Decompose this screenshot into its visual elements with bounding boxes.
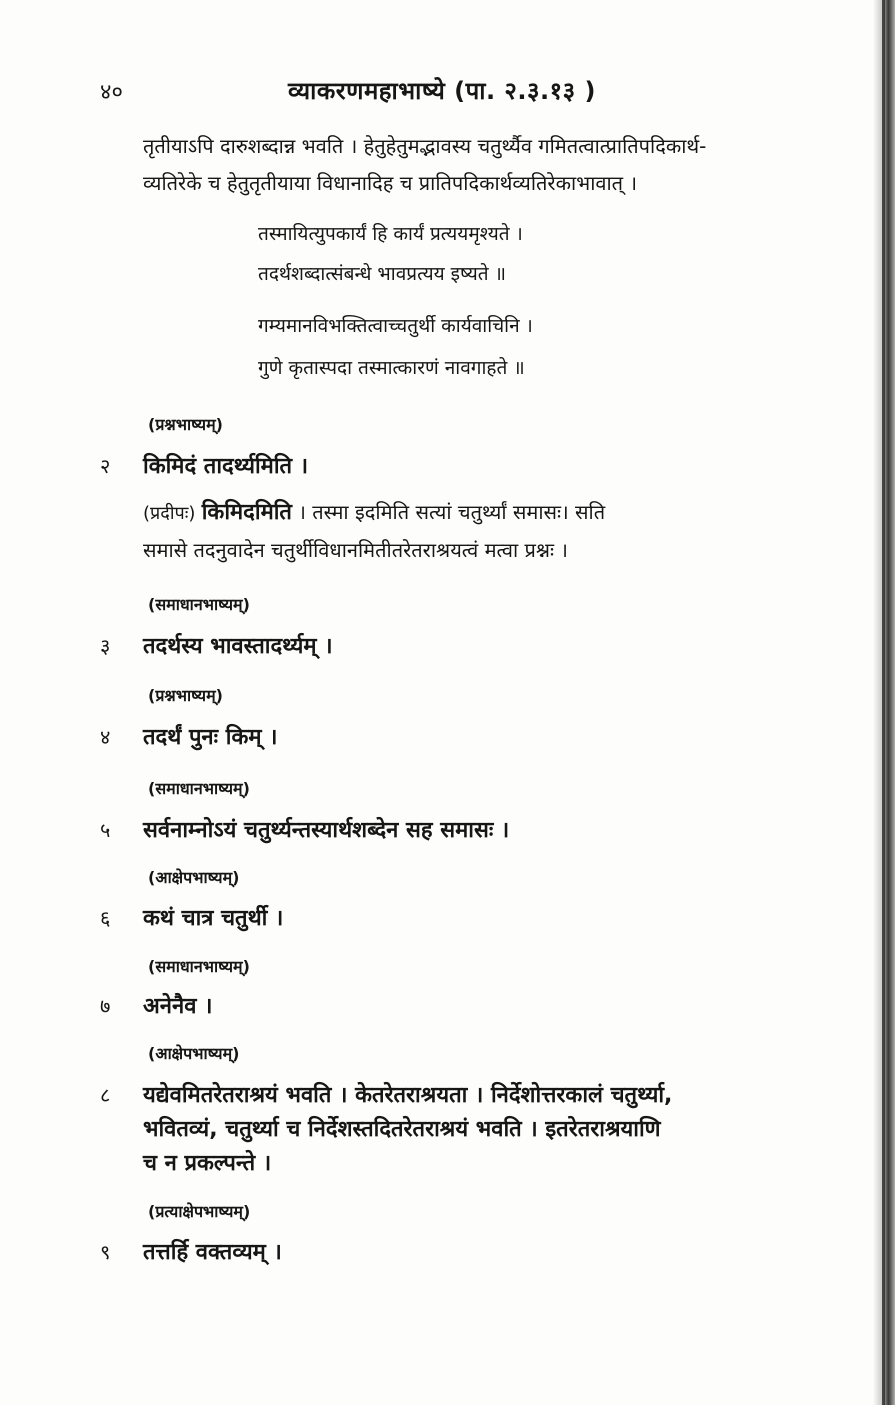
pradipa-line-2: समासे तदनुवादेन चतुर्थीविधानमितीतरेतराश्रयत्वं मत्वा प्रश्नः ।: [143, 538, 568, 562]
page-edge-line: [882, 0, 885, 1405]
verse-line-3: गम्यमानविभक्तित्वाच्चतुर्थी कार्यवाचिनि ।: [258, 315, 533, 337]
verse-line-4: गुणे कृतास्पदा तस्मात्कारणं नावगाहते ॥: [258, 357, 525, 379]
section-label: (प्रश्नभाष्यम्): [148, 415, 223, 434]
entry-text-line-2: भवितव्यं, चतुर्थ्या च निर्देशस्तदितरेतराश्रयं भवति । इतरेतराश्रयाणि: [143, 1117, 661, 1142]
entry-text: तदर्थं पुनः किम् ।: [143, 725, 278, 750]
entry-text-line-3: च न प्रकल्पन्ते ।: [143, 1151, 272, 1176]
pradipa-keyword: किमिदमिति: [201, 500, 292, 525]
section-label: (आक्षेपभाष्यम्): [148, 868, 240, 887]
section-label: (आक्षेपभाष्यम्): [148, 1044, 240, 1063]
entry-number: ९: [100, 1240, 111, 1264]
pradipa-label: (प्रदीपः): [143, 503, 196, 524]
section-label: (समाधानभाष्यम्): [148, 957, 250, 976]
intro-line-1: तृतीयाऽपि दारुशब्दान्न भवति । हेतुहेतुमद्भावस्य चतुर्थ्यैव गमितत्वात्प्रातिपदिकार्थ-: [143, 134, 707, 158]
entry-number: ६: [100, 906, 111, 930]
entry-text: सर्वनाम्नोऽयं चतुर्थ्यन्तस्यार्थशब्देन सह समासः ।: [143, 818, 510, 843]
entry-number: ७: [100, 994, 111, 1018]
section-label: (समाधानभाष्यम्): [148, 595, 250, 614]
entry-number: ८: [100, 1083, 111, 1107]
entry-text: तत्तर्हि वक्तव्यम् ।: [143, 1240, 282, 1265]
entry-number: ४: [100, 725, 111, 749]
section-label: (समाधानभाष्यम्): [148, 779, 250, 798]
section-label: (प्रश्नभाष्यम्): [148, 686, 223, 705]
entry-number: ३: [100, 634, 111, 658]
entry-text: किमिदं तादर्थ्यमिति ।: [143, 454, 309, 479]
pradipa-line-1-rest: । तस्मा इदमिति सत्यां चतुर्थ्यां समासः। सति: [298, 500, 606, 524]
pradipa-commentary: [143, 492, 793, 534]
entry-text: तदर्थस्य भावस्तादर्थ्यम् ।: [143, 634, 333, 659]
section-label: (प्रत्याक्षेपभाष्यम्): [148, 1202, 251, 1221]
entry-text-line-1: यद्येवमितरेतराश्रयं भवति । केतरेतराश्रयता । निर्देशोत्तरकालं चतुर्थ्या,: [143, 1083, 673, 1108]
intro-line-2: व्यतिरेके च हेतुतृतीयाया विधानादिह च प्रातिपदिकार्थव्यतिरेकाभावात् ।: [143, 171, 638, 195]
entry-number: ५: [100, 818, 111, 842]
entry-text: कथं चात्र चतुर्थी ।: [143, 906, 284, 931]
page-number: ४०: [100, 80, 123, 105]
verse-line-1: तस्मायित्युपकार्यं हि कार्यं प्रत्ययमृश्यते ।: [258, 223, 523, 245]
verse-line-2: तदर्थशब्दात्संबन्धे भावप्रत्यय इष्यते ॥: [258, 263, 507, 285]
entry-number: २: [100, 454, 111, 478]
running-head: व्याकरणमहाभाष्ये (पा. २.३.१३ ): [288, 77, 596, 105]
entry-text: अनेनैव ।: [143, 994, 213, 1019]
